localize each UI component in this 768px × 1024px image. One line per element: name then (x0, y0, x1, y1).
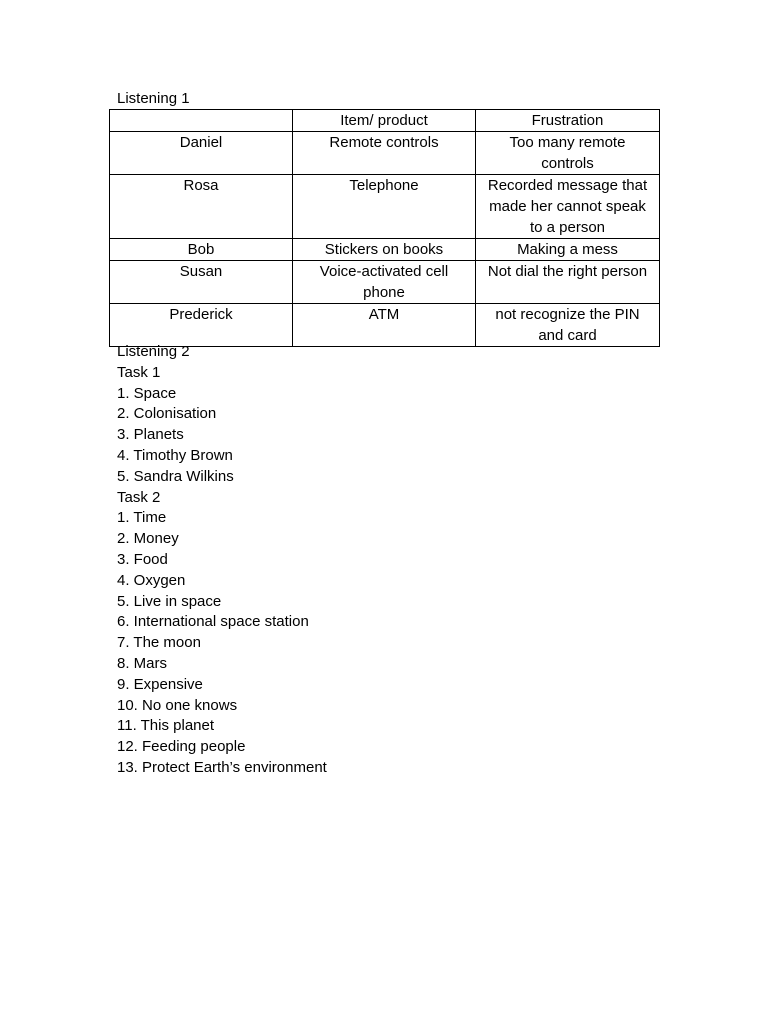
item-cell: Stickers on books (293, 239, 476, 261)
list-item: 5. Sandra Wilkins (117, 467, 234, 485)
item-cell: Voice-activated cell phone (293, 261, 476, 304)
name-cell: Susan (110, 261, 293, 304)
list-item: 3. Food (117, 550, 168, 568)
task1-heading: Task 1 (117, 363, 161, 381)
list-item: 13. Protect Earth’s environment (117, 758, 327, 776)
table-row (110, 239, 660, 261)
frustration-cell: Too many remote controls (476, 132, 660, 175)
list-item: 12. Feeding people (117, 738, 246, 756)
list-item: 6. International space station (117, 613, 309, 631)
frustration-cell: Making a mess (476, 239, 660, 261)
list-item: 1. Space (117, 384, 177, 402)
list-item: 2. Money (117, 530, 179, 548)
list-item: 3. Planets (117, 426, 184, 444)
list-item: 10. No one knows (117, 696, 238, 714)
list-item: 4. Oxygen (117, 571, 186, 589)
name-cell: Prederick (110, 304, 293, 347)
item-cell: ATM (293, 304, 476, 347)
listening1-heading: Listening 1 (117, 90, 190, 107)
item-cell: Telephone (293, 175, 476, 239)
table-row (110, 304, 660, 347)
table-row (110, 175, 660, 239)
item-cell: Remote controls (293, 132, 476, 175)
name-cell: Daniel (110, 132, 293, 175)
list-item: 11. This planet (117, 717, 215, 735)
name-cell: Bob (110, 239, 293, 261)
list-item: 5. Live in space (117, 592, 222, 610)
table-row (110, 261, 660, 304)
task2-heading: Task 2 (117, 488, 161, 506)
list-item: 9. Expensive (117, 675, 203, 693)
frustration-cell: Recorded message that made her cannot speak to a person (476, 175, 660, 239)
listening2-section (117, 342, 327, 779)
listening2-heading: Listening 2 (117, 343, 190, 360)
name-cell: Rosa (110, 175, 293, 239)
frustration-cell: Not dial the right person (476, 261, 660, 304)
header-cell-frustration: Frustration (476, 110, 660, 132)
list-item: 1. Time (117, 509, 167, 527)
header-cell-name (110, 110, 293, 132)
list-item: 2. Colonisation (117, 405, 217, 423)
frustration-cell: not recognize the PIN and card (476, 304, 660, 347)
list-item: 4. Timothy Brown (117, 446, 233, 464)
list-item: 8. Mars (117, 654, 168, 672)
listening1-table (109, 109, 660, 347)
list-item: 7. The moon (117, 634, 201, 652)
header-cell-item: Item/ product (293, 110, 476, 132)
table-row (110, 132, 660, 175)
table-header-row (110, 110, 660, 132)
